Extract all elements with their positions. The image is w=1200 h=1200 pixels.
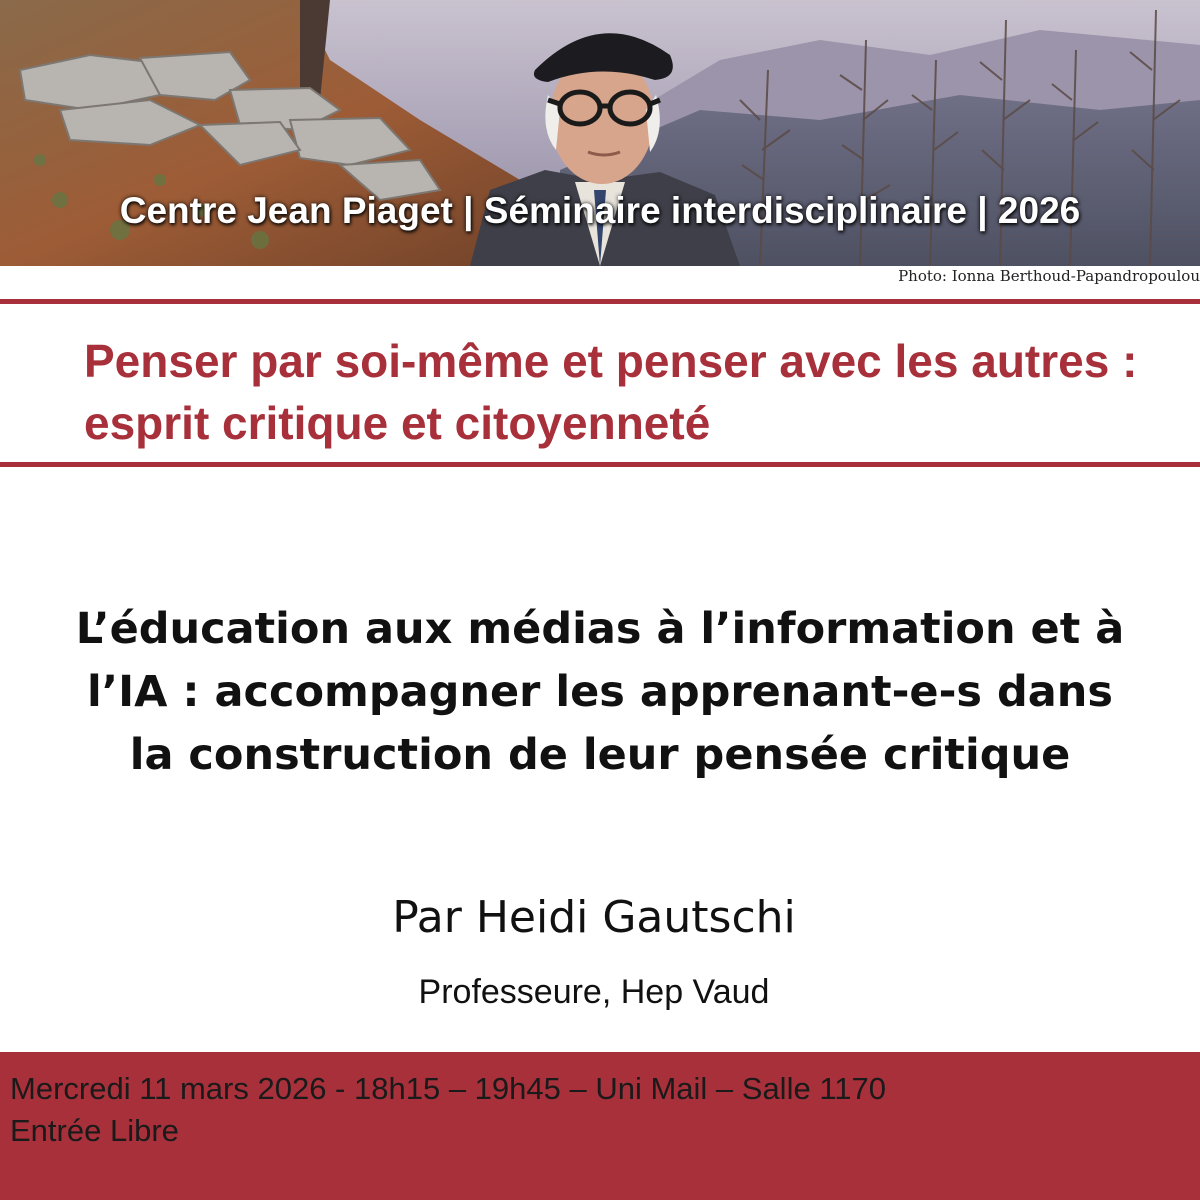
lecture-title-line: la construction de leur pensée critique (129, 730, 1071, 780)
photo-credit: Photo: Ionna Berthoud-Papandropoulou (898, 267, 1200, 285)
speaker-name: Par Heidi Gautschi (392, 892, 796, 943)
photo-banner (0, 0, 1200, 266)
top-divider (0, 299, 1200, 304)
event-footer (0, 1052, 1200, 1200)
lecture-title (0, 598, 1200, 787)
event-details: Mercredi 11 mars 2026 - 18h15 – 19h45 – Uni Mail – Salle 1170 (10, 1071, 886, 1106)
lecture-title-line: l’IA : accompagner les apprenant-e-s dans (87, 667, 1113, 717)
admission-note: Entrée Libre (10, 1113, 179, 1148)
series-title: Penser par soi-même et penser avec les autres : esprit critique et citoyenneté (84, 335, 1138, 449)
speaker-role: Professeure, Hep Vaud (418, 973, 770, 1011)
event-info (10, 1068, 886, 1152)
banner-title: Centre Jean Piaget | Séminaire interdisciplinaire | 2026 (119, 190, 1081, 231)
lecture-title-line: L’éducation aux médias à l’information et à (75, 604, 1125, 654)
bottom-divider (0, 462, 1200, 467)
